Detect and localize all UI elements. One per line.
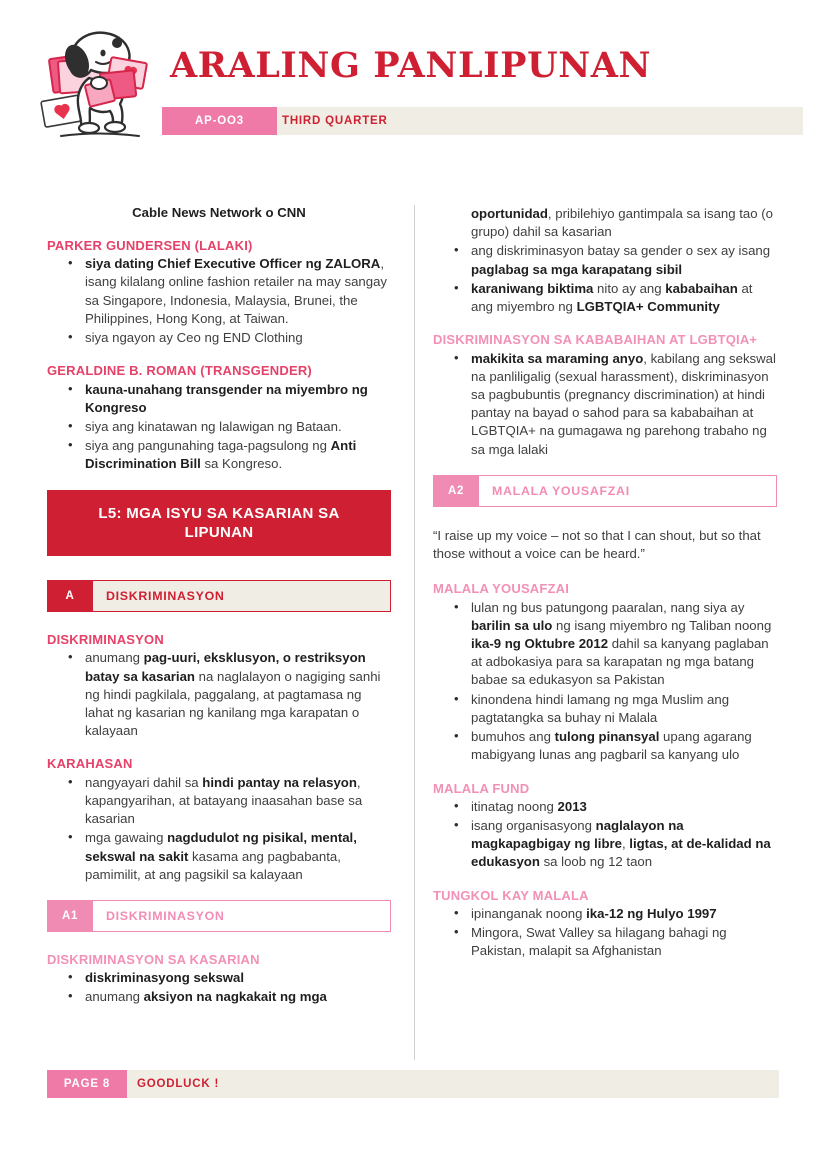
section-geraldine-roman: [47, 363, 391, 473]
course-code-badge: AP-OO3: [162, 107, 277, 135]
list-item: • siya ang pangunahing taga-pagsulong ng Anti Discrimination Bill sa Kongreso.: [85, 437, 391, 473]
list-item: • itinatag noong 2013: [471, 798, 777, 816]
bullet-list: [433, 350, 777, 459]
bullet-list: [47, 969, 391, 1006]
list-item: • lulan ng bus patungong paaralan, nang siya ay barilin sa ulo ng isang miyembro ng Taliban noong ika-9 ng Oktubre 2012 dahil sa kanyang paglaban at adbokasiya para sa karapatan ng mga batang babae sa edukasyon sa Pakistan: [471, 599, 777, 690]
section-tungkol-kay-malala: [433, 888, 777, 961]
section-heading: DISKRIMINASYON SA KABABAIHAN AT LGBTQIA+: [433, 332, 758, 348]
page-title: ARALING PANLIPUNAN: [170, 45, 652, 86]
list-item: • anumang pag-uuri, eksklusyon, o restriksyon batay sa kasarian na naglalayon o nagiging sanhi ng hindi pagkilala, paggalang, at pagtamasa ng lahat ng kasarian ng kanilang mga karapatan o kalayaan: [85, 649, 391, 740]
list-item: • karaniwang biktima nito ay ang kababaihan at ang miyembro ng LGBTQIA+ Community: [471, 280, 777, 316]
bullet-list: [47, 774, 391, 884]
section-diskriminasyon-kababaihan-lgbtqia: [433, 332, 777, 459]
section-heading: KARAHASAN: [47, 756, 133, 772]
bullet-list: [47, 381, 391, 474]
list-item: • mga gawaing nagdudulot ng pisikal, mental, sekswal na sakit kasama ang pagbabanta, pamimilit, at ang pagsikil sa kalayaan: [85, 829, 391, 884]
right-column: [433, 205, 777, 977]
section-heading: DISKRIMINASYON SA KASARIAN: [47, 951, 260, 967]
section-box-a1-label: DISKRIMINASYON: [93, 900, 391, 932]
page-header: [0, 0, 828, 155]
snoopy-valentine-logo: [33, 20, 161, 142]
list-item: • ang diskriminasyon batay sa gender o sex ay isang paglabag sa mga karapatang sibil: [471, 242, 777, 278]
section-box-a-label: DISKRIMINASYON: [93, 580, 391, 612]
bullet-list: [47, 649, 391, 740]
list-item: • kauna-unahang transgender na miyembro ng Kongreso: [85, 381, 391, 417]
section-box-a1-tag: A1: [47, 900, 93, 932]
bullet-list: [47, 255, 391, 347]
section-parker-gundersen: [47, 238, 391, 347]
section-heading: DISKRIMINASYON: [47, 632, 164, 648]
section-box-a2-label: MALALA YOUSAFZAI: [479, 475, 777, 507]
section-box-a2-tag: A2: [433, 475, 479, 507]
continued-bullet-list: [433, 205, 777, 316]
cnn-heading: Cable News Network o CNN: [132, 205, 306, 220]
section-malala-fund: [433, 781, 777, 872]
page-footer: [47, 1070, 779, 1098]
list-item: • bumuhos ang tulong pinansyal upang agarang mabigyang lunas ang pagbaril sa kanyang ulo: [471, 728, 777, 764]
left-sections-group-2: [47, 632, 391, 884]
section-box-a-tag: A: [47, 580, 93, 612]
list-item: • Mingora, Swat Valley sa hilagang bahagi ng Pakistan, malapit sa Afghanistan: [471, 924, 777, 960]
bullet-list: [433, 905, 777, 961]
list-item: • makikita sa maraming anyo, kabilang ang sekswal na panliligalig (sexual harassment), diskriminasyon sa pagbubuntis (pregnancy discrimination) at hindi pantay na bayad o sahod para sa kababaihan at LGBTQIA+ na gumagawa ng parehong trabaho ng sa mga lalaki: [471, 350, 777, 459]
section-heading: GERALDINE B. ROMAN (TRANSGENDER): [47, 363, 312, 379]
list-item: • isang organisasyong naglalayon na magkapagbigay ng libre, ligtas, at de-kalidad na edukasyon sa loob ng 12 taon: [471, 817, 777, 872]
list-item: • siya dating Chief Executive Officer ng ZALORA, isang kilalang online fashion retailer na may sangay sa Singapore, Indonesia, Malaysia, Brunei, the Philippines, Hong Kong, at Taiwan.: [85, 255, 391, 328]
footer-message: GOODLUCK !: [137, 1078, 220, 1090]
section-heading: TUNGKOL KAY MALALA: [433, 887, 589, 903]
column-divider: [414, 205, 415, 1060]
section-malala-yousafzai: [433, 581, 777, 764]
left-sections-group-1: [47, 238, 391, 474]
list-item: • diskriminasyong sekswal: [85, 969, 391, 987]
list-item: • anumang aksiyon na nagkakait ng mga: [85, 988, 391, 1006]
list-item: • siya ngayon ay Ceo ng END Clothing: [85, 329, 391, 347]
quarter-label: THIRD QUARTER: [282, 115, 388, 127]
section-diskriminasyon: [47, 632, 391, 740]
list-item-continuation: oportunidad, pribilehiyo gantimpala sa isang tao (o grupo) dahil sa kasarian: [471, 206, 773, 240]
section-diskriminasyon-sa-kasarian: [47, 952, 391, 1007]
bullet-list: [433, 599, 777, 765]
list-item: • siya ang kinatawan ng lalawigan ng Bataan.: [85, 418, 391, 436]
list-item: • nangyayari dahil sa hindi pantay na relasyon, kapangyarihan, at batayang inaasahan base sa kasarian: [85, 774, 391, 829]
section-box-a: [47, 580, 391, 612]
lesson-banner: L5: MGA ISYU SA KASARIAN SA LIPUNAN: [47, 490, 391, 556]
left-column: [47, 205, 391, 1023]
list-item: • ipinanganak noong ika-12 ng Hulyo 1997: [471, 905, 777, 923]
page-number-badge: PAGE 8: [47, 1070, 127, 1098]
list-item: • kinondena hindi lamang ng mga Muslim ang pagtatangka sa buhay ni Malala: [471, 691, 777, 727]
malala-quote: “I raise up my voice – not so that I can shout, but so that those without a voice can be heard.”: [433, 527, 761, 562]
section-box-a2: [433, 475, 777, 507]
section-box-a1: [47, 900, 391, 932]
section-heading: MALALA FUND: [433, 780, 530, 796]
section-heading: MALALA YOUSAFZAI: [433, 581, 570, 597]
section-heading: PARKER GUNDERSEN (LALAKI): [47, 238, 253, 253]
section-karahasan: [47, 756, 391, 884]
bullet-list: [433, 798, 777, 872]
header-meta-bar: [162, 107, 803, 135]
